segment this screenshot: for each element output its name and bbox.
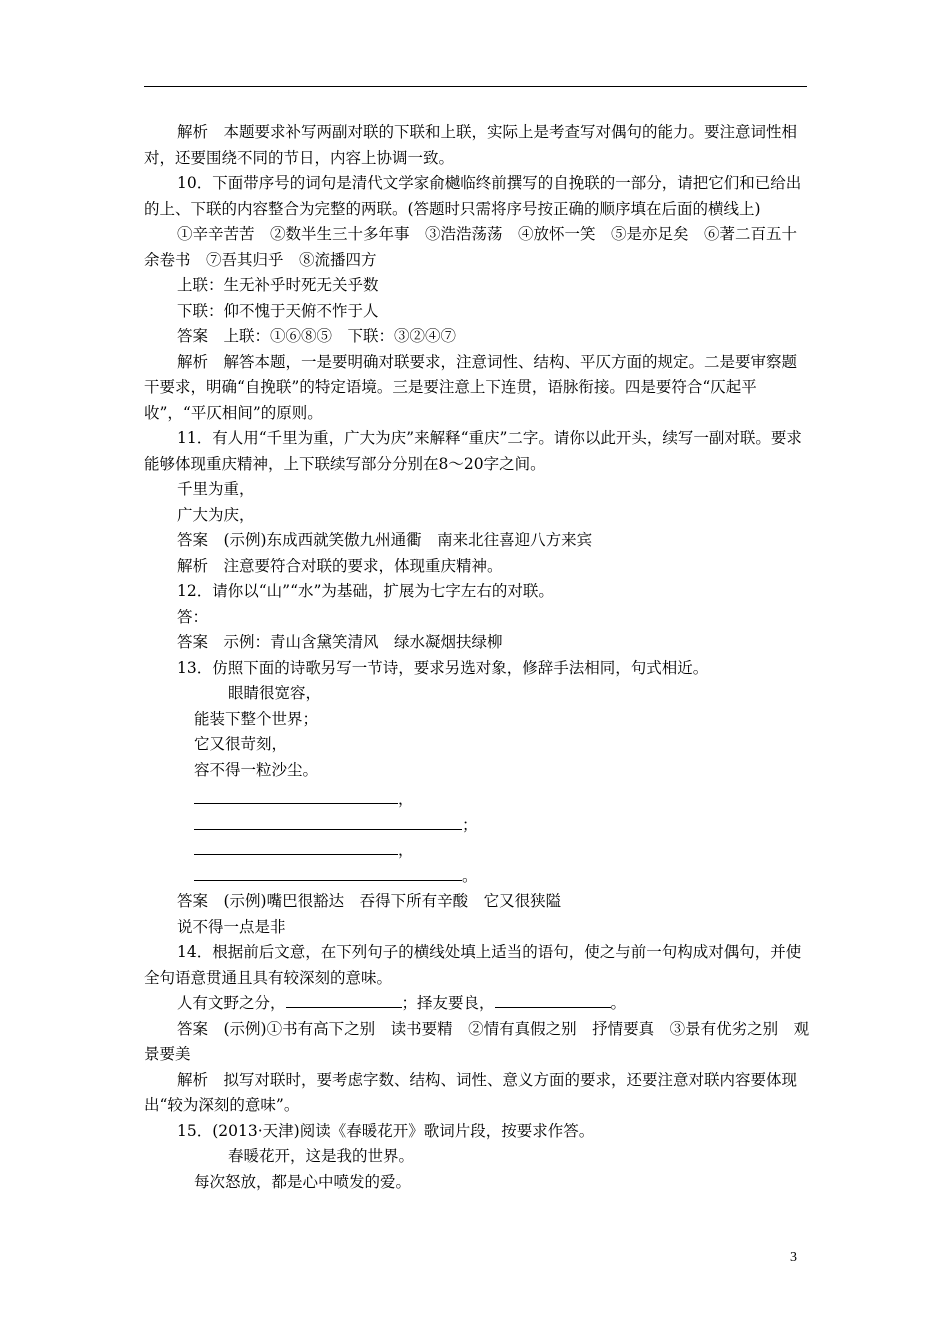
blank-line-3	[144, 838, 810, 864]
poem-line-4: 容不得一粒沙尘。	[194, 760, 319, 779]
q15-question: 15．(2013·天津)阅读《春暖花开》歌词片段，按要求作答。	[177, 1121, 595, 1140]
q10-explanation: 解析 解答本题，一是要明确对联要求，注意词性、结构、平仄方面的规定。二是要审察题干要求，明确“自挽联”的特定语境。三是要注意上下连贯，语脉衔接。四是要符合“仄起平收”，“平仄相间”的原则。	[144, 352, 798, 422]
q12-answer: 答案 示例：青山含黛笑清风 绿水凝烟扶绿柳	[177, 633, 503, 651]
answer-blank[interactable]	[194, 813, 462, 830]
q13-question: 13．仿照下面的诗歌另写一节诗，要求另选对象，修辞手法相同，句式相近。	[177, 658, 709, 677]
answer-blank[interactable]	[194, 787, 398, 804]
q12-question: 12．请你以“山”“水”为基础，扩展为七字左右的对联。	[177, 582, 554, 600]
header-rule	[144, 86, 807, 87]
q10-answer: 答案 上联：①⑥⑧⑤ 下联：③②④⑦	[177, 327, 457, 345]
sentence-part-2: ；择友要良，	[401, 994, 495, 1012]
q9-explanation: 解析 本题要求补写两副对联的下联和上联，实际上是考查写对偶句的能力。要注意词性相对，还要围绕不同的节日，内容上协调一致。	[144, 123, 798, 167]
q14-explanation: 解析 拟写对联时，要考虑字数、结构、词性、意义方面的要求，还要注意对联内容要体现出“较为深刻的意味”。	[144, 1070, 798, 1114]
poem-line-1: 眼睛很宽容，	[228, 684, 322, 702]
q14-answer: 答案 (示例)①书有高下之别 读书要精 ②情有真假之别 抒情要真 ③景有优劣之别 观景要美	[144, 1019, 810, 1063]
q11-line-a: 千里为重，	[177, 480, 255, 498]
q13-answer: 答案 (示例)嘴巴很豁达 吞得下所有辛酸 它又很狭隘	[177, 892, 562, 910]
q11-answer: 答案 (示例)东成西就笑傲九州通衢 南来北往喜迎八方来宾	[177, 531, 593, 549]
blank-line-4	[144, 864, 810, 890]
punctuation: ，	[398, 841, 414, 859]
q11-explanation: 解析 注意要符合对联的要求，体现重庆精神。	[177, 556, 503, 575]
q12-answer-label: 答：	[177, 607, 209, 626]
q14-question: 14．根据前后文意，在下列句子的横线处填上适当的语句，使之与前一句构成对偶句，并使全句语意贯通且具有较深刻的意味。	[144, 943, 802, 987]
song-line-2: 每次怒放，都是心中喷发的爱。	[194, 1172, 412, 1191]
answer-blank[interactable]	[194, 838, 398, 855]
answer-blank[interactable]	[286, 991, 402, 1008]
punctuation: 。	[610, 994, 627, 1012]
q11-question: 11．有人用“千里为重，广大为庆”来解释“重庆”二字。请你以此开头，续写一副对联。要求能够体现重庆精神，上下联续写部分分别在8～20字之间。	[144, 429, 802, 473]
punctuation: ，	[398, 790, 414, 808]
song-line-1: 春暖花开，这是我的世界。	[228, 1147, 415, 1165]
poem-line-2: 能装下整个世界；	[194, 709, 319, 728]
blank-line-1	[144, 787, 810, 813]
punctuation: ；	[462, 815, 478, 834]
punctuation: 。	[462, 866, 478, 885]
q10-lower-couplet: 下联：仰不愧于天俯不怍于人	[177, 301, 379, 320]
poem-line-3: 它又很苛刻，	[194, 735, 288, 753]
q13-answer-cont: 说不得一点是非	[177, 917, 286, 936]
answer-blank[interactable]	[495, 991, 611, 1008]
page-number: 3	[790, 1250, 797, 1265]
q10-question: 10．下面带序号的词句是清代文学家俞樾临终前撰写的自挽联的一部分，请把它们和已给出的上、下联的内容整合为完整的两联。(答题时只需将序号按正确的顺序填在后面的横线上)	[144, 174, 802, 218]
answer-blank[interactable]	[194, 864, 462, 881]
sentence-part-1: 人有文野之分，	[177, 994, 286, 1012]
page-body	[144, 120, 810, 1195]
q14-sentence	[144, 991, 810, 1017]
q11-line-b: 广大为庆，	[177, 505, 255, 524]
q10-upper-couplet: 上联：生无补乎时死无关乎数	[177, 276, 379, 294]
blank-line-2	[144, 813, 810, 839]
q10-items: ①辛辛苦苦 ②数半生三十多年事 ③浩浩荡荡 ④放怀一笑 ⑤是亦足矣 ⑥著二百五十余卷书 ⑦吾其归乎 ⑧流播四方	[144, 225, 798, 269]
